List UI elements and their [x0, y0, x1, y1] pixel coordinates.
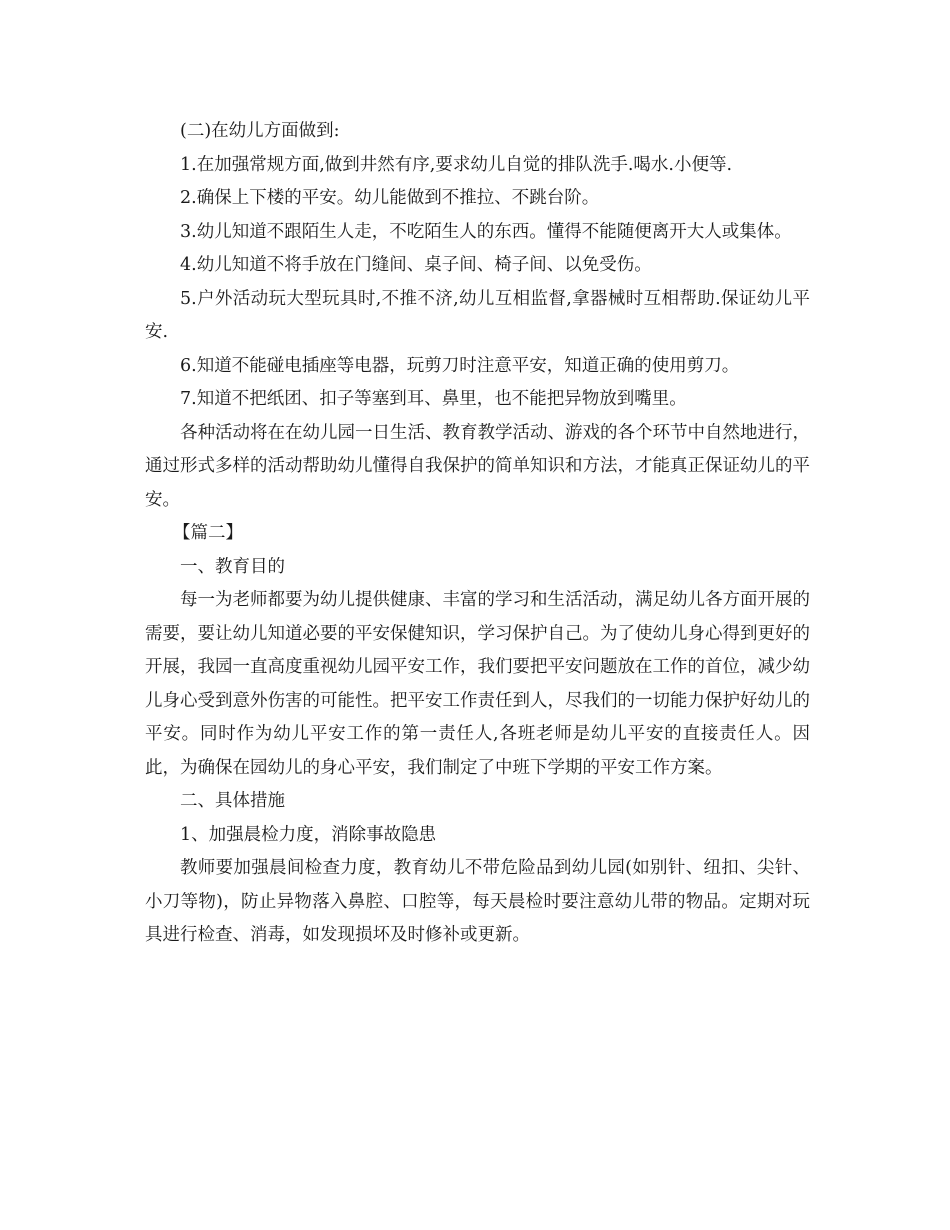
list-item: 6.知道不能碰电插座等电器，玩剪刀时注意平安，知道正确的使用剪刀。 [180, 355, 740, 376]
list-item: 3.幼儿知道不跟陌生人走，不吃陌生人的东西。懂得不能随便离开大人或集体。 [180, 221, 792, 242]
measures-heading: 二、具体措施 [180, 791, 285, 811]
goal-heading: 一、教育目的 [180, 556, 285, 577]
list-item: 2.确保上下楼的平安。幼儿能做到不推拉、不跳台阶。 [180, 188, 600, 208]
list-item: 7.知道不把纸团、扣子等塞到耳、鼻里，也不能把异物放到嘴里。 [180, 389, 687, 409]
list-item: 1.在加强常规方面,做到井然有序,要求幼儿自觉的排队洗手.喝水.小便等. [180, 154, 733, 175]
measure-1-paragraph: 教师要加强晨间检查力度，教育幼儿不带危险品到幼儿园(如别针、纽扣、尖针、小刀等物)，防止异物落入鼻腔、口腔等，每天晨检时要注意幼儿带的物品。定期对玩具进行检查、消毒，如发现损坏及时修补或更新。 [145, 858, 810, 945]
measure-1-heading: 1、加强晨检力度，消除事故隐患 [180, 824, 437, 845]
section-heading: (二)在幼儿方面做到: [180, 121, 340, 141]
list-item: 4.幼儿知道不将手放在门缝间、桌子间、椅子间、以免受伤。 [180, 255, 652, 275]
summary-paragraph: 各种活动将在在幼儿园一日生活、教育教学活动、游戏的各个环节中自然地进行，通过形式多样的活动帮助幼儿懂得自我保护的简单知识和方法，才能真正保证幼儿的平安。 [145, 422, 810, 510]
list-item: 5.户外活动玩大型玩具时,不推不济,幼儿互相监督,拿器械时互相帮助.保证幼儿平安. [145, 288, 810, 342]
goal-paragraph: 每一为老师都要为幼儿提供健康、丰富的学习和生活活动，满足幼儿各方面开展的需要，要让幼儿知道必要的平安保健知识，学习保护自己。为了使幼儿身心得到更好的开展，我园一直高度重视幼儿园平安工作，我们要把平安问题放在工作的首位，减少幼儿身心受到意外伤害的可能性。把平安工作责任到人，尽我们的一切能力保护好幼儿的平安。同时作为幼儿平安工作的第一责任人,各班老师是幼儿平安的直接责任人。因此，为确保在园幼儿的身心平安，我们制定了中班下学期的平安工作方案。 [145, 590, 810, 778]
part-title: 【篇二】 [173, 523, 243, 543]
document-body [145, 115, 810, 953]
